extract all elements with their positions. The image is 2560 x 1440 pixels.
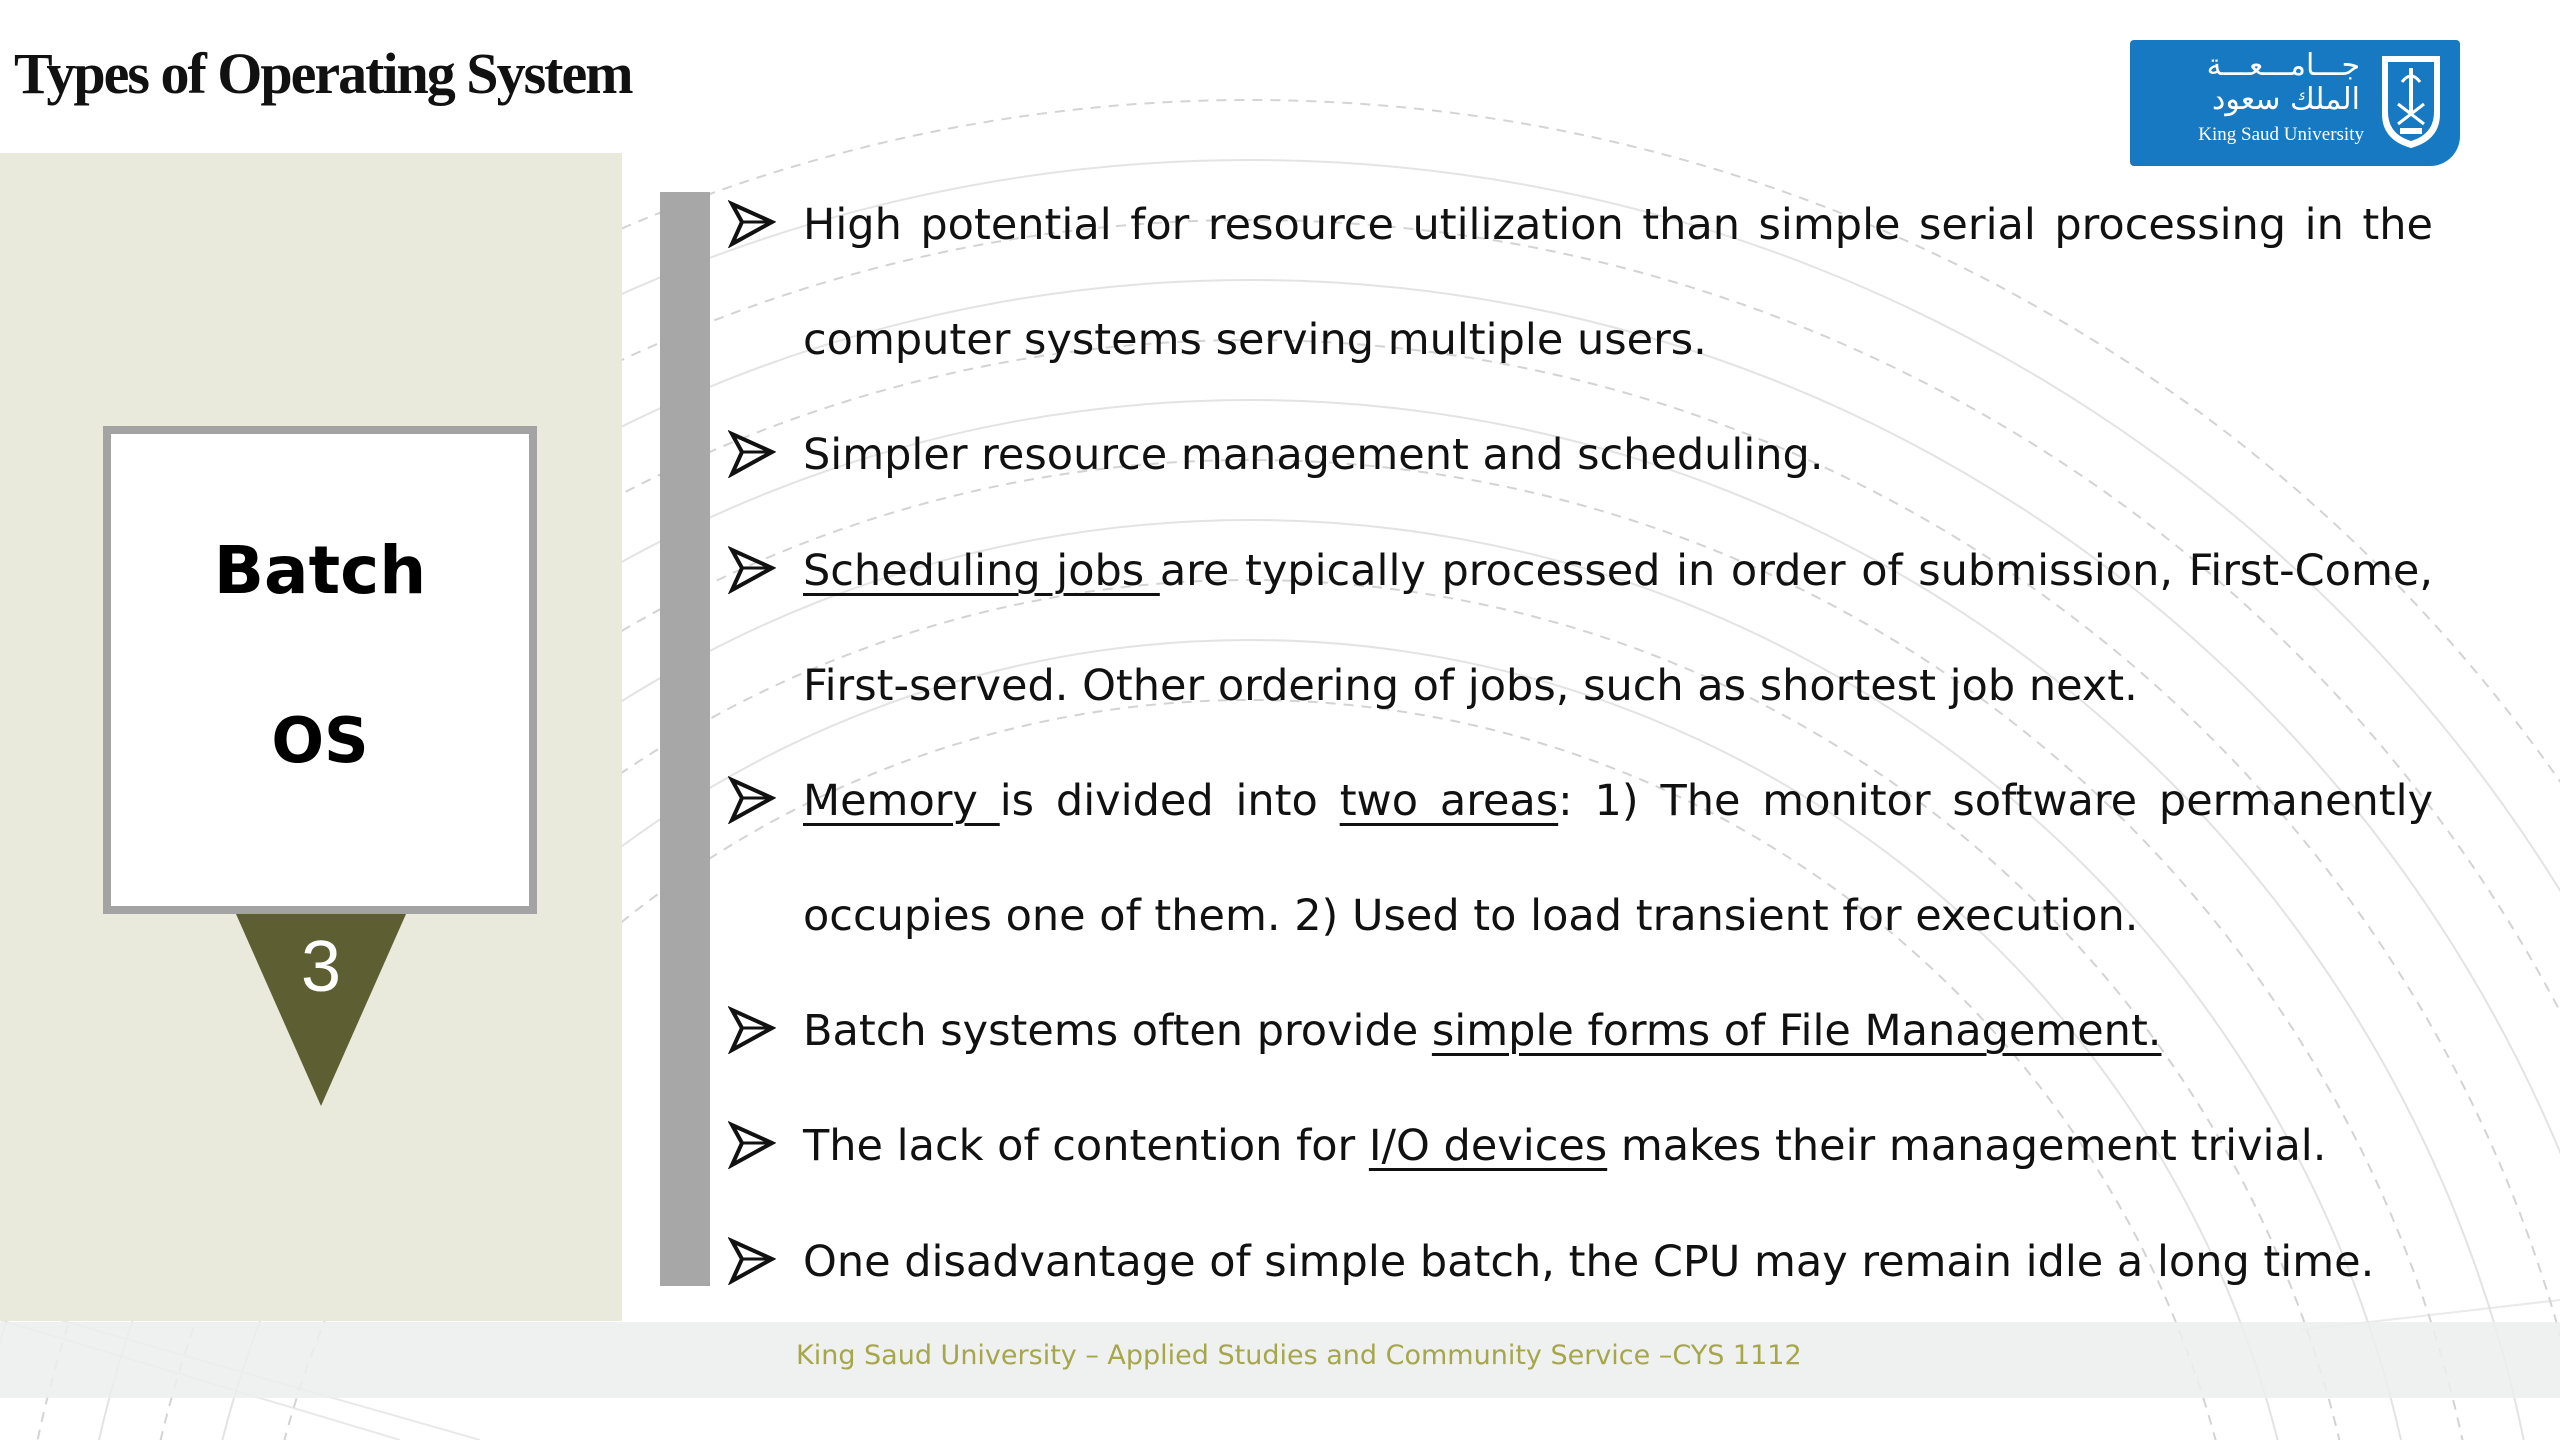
university-logo <box>2130 40 2460 166</box>
bullet-text-segment: The lack of contention for <box>803 1121 1369 1171</box>
bullet-item <box>803 168 2433 398</box>
bullet-text-segment: is divided into <box>999 776 1340 826</box>
underlined-term: Memory <box>803 776 1000 826</box>
bullet-text-segment: One disadvantage of simple batch, the CPU may remain idle a long time. <box>803 1237 2375 1287</box>
bullet-item <box>803 744 2433 974</box>
bullet-item <box>803 974 2433 1089</box>
bullet-item <box>803 398 2433 513</box>
bullet-text-segment: : 1) The monitor software permanently occupies one of them. 2) Used to load transient for execution. <box>803 776 2434 941</box>
bullet-text-segment: makes their management trivial. <box>1607 1121 2327 1171</box>
logo-english-name: King Saud University <box>2198 124 2364 145</box>
underlined-term: two areas <box>1339 776 1559 826</box>
underlined-term: Scheduling jobs <box>803 546 1160 596</box>
bullet-text-segment: Simpler resource management and scheduling. <box>803 430 1824 480</box>
topic-title-line2: OS <box>271 704 369 777</box>
underlined-term: I/O devices <box>1368 1121 1608 1171</box>
topic-title-line1: Batch <box>213 532 427 609</box>
slide-title: Types of Operating System <box>14 41 632 106</box>
content-divider-bar <box>660 192 710 1286</box>
arrow-bullet-icon <box>728 1121 776 1169</box>
footer-text: King Saud University – Applied Studies and Community Service –CYS 1112 <box>796 1340 1802 1371</box>
arrow-bullet-icon <box>728 430 776 478</box>
arrow-bullet-icon <box>728 1237 776 1285</box>
topic-box <box>103 426 537 914</box>
arrow-bullet-icon <box>728 200 776 248</box>
logo-arabic-line1: جـــامـــعـــة <box>2206 48 2360 83</box>
topic-number: 3 <box>300 927 342 1007</box>
bullet-item <box>803 1089 2433 1204</box>
bullet-text-segment: are typically processed in order of submission, First-Come, First-served. Other ordering of jobs, such as shortest job next. <box>803 546 2433 711</box>
logo-arabic-line2: الملك سعود <box>2211 82 2360 117</box>
bullet-text-segment: High potential for resource utilization than simple serial processing in the computer systems serving multiple users. <box>803 200 2433 365</box>
arrow-bullet-icon <box>728 1006 776 1054</box>
bullet-text-segment: Batch systems often provide <box>803 1006 1432 1056</box>
bullet-item <box>803 514 2433 744</box>
arrow-bullet-icon <box>728 776 776 824</box>
university-emblem-icon <box>2378 52 2444 152</box>
underlined-term: simple forms of File Management. <box>1431 1006 2162 1056</box>
bullet-item <box>803 1205 2433 1320</box>
arrow-bullet-icon <box>728 546 776 594</box>
